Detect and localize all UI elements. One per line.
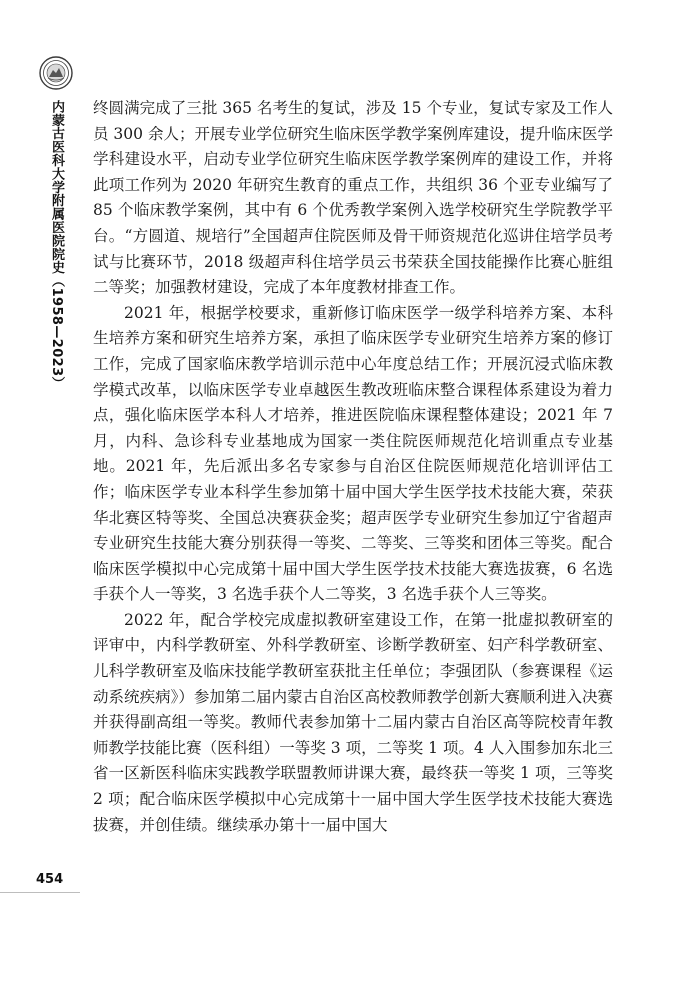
book-title-vertical: 内蒙古医科大学附属医院院史（1958—2023） [49, 100, 64, 390]
paragraph-1: 终圆满完成了三批 365 名考生的复试，涉及 15 个专业，复试专家及工作人员 300 余人；开展专业学位研究生临床医学教学案例库建设，提升临床医学学科建设水平，启动专业学位研究生临床医学教学案例库的建设工作，并将此项工作列为 2020 年研究生教育的重点工作，共组织 36 个亚专业编写了 85 个临床教学案例，其中有 6 个优秀教学案例入选学校研究生学院教学平台。“方圆道、规培行”全国超声住院医师及骨干师资规范化巡讲住培学员考试与比赛环节，2018 级超声科住培学员云书荣获全国技能操作比赛心脏组二等奖；加强教材建设，完成了本年度教材排查工作。 [93, 99, 613, 297]
paragraph-2: 2021 年，根据学校要求，重新修订临床医学一级学科培养方案、本科生培养方案和研究生培养方案，承担了临床医学专业研究生培养方案的修订工作，完成了国家临床教学培训示范中心年度总结工作；开展沉浸式临床教学模式改革，以临床医学专业卓越医生教改班临床整合课程体系建设为着力点，强化临床医学本科人才培养，推进医院临床课程整体建设；2021 年 7 月，内科、急诊科专业基地成为国家一类住院医师规范化培训重点专业基地。2021 年，先后派出多名专家参与自治区住院医师规范化培训评估工作；临床医学专业本科学生参加第十届中国大学生医学技术技能大赛，荣获华北赛区特等奖、全国总决赛获金奖；超声医学专业研究生参加辽宁省超声专业研究生技能大赛分别获得一等奖、二等奖、三等奖和团体三等奖。配合临床医学模拟中心完成第十届中国大学生医学技术技能大赛选拔赛，6 名选手获个人一等奖，3 名选手获个人二等奖，3 名选手获个人三等奖。 [93, 303, 613, 604]
body-text [93, 96, 613, 838]
page-number-rule [0, 892, 80, 893]
page-number: 454 [36, 872, 64, 887]
university-emblem-logo [39, 56, 73, 90]
paragraph-3: 2022 年，配合学校完成虚拟教研室建设工作，在第一批虚拟教研室的评审中，内科学教研室、外科学教研室、诊断学教研室、妇产科学教研室、儿科学教研室及临床技能学教研室获批主任单位；李强团队（参赛课程《运动系统疾病》）参加第二届内蒙古自治区高校教师教学创新大赛顺利进入决赛并获得副高组一等奖。教师代表参加第十二届内蒙古自治区高等院校青年教师教学技能比赛（医科组）一等奖 3 项，二等奖 1 项。4 人入围参加东北三省一区新医科临床实践教学联盟教师讲课大赛，最终获一等奖 1 项，三等奖 2 项；配合临床医学模拟中心完成第十一届中国大学生医学技术技能大赛选拔赛，并创佳绩。继续承办第十一届中国大 [93, 610, 613, 834]
